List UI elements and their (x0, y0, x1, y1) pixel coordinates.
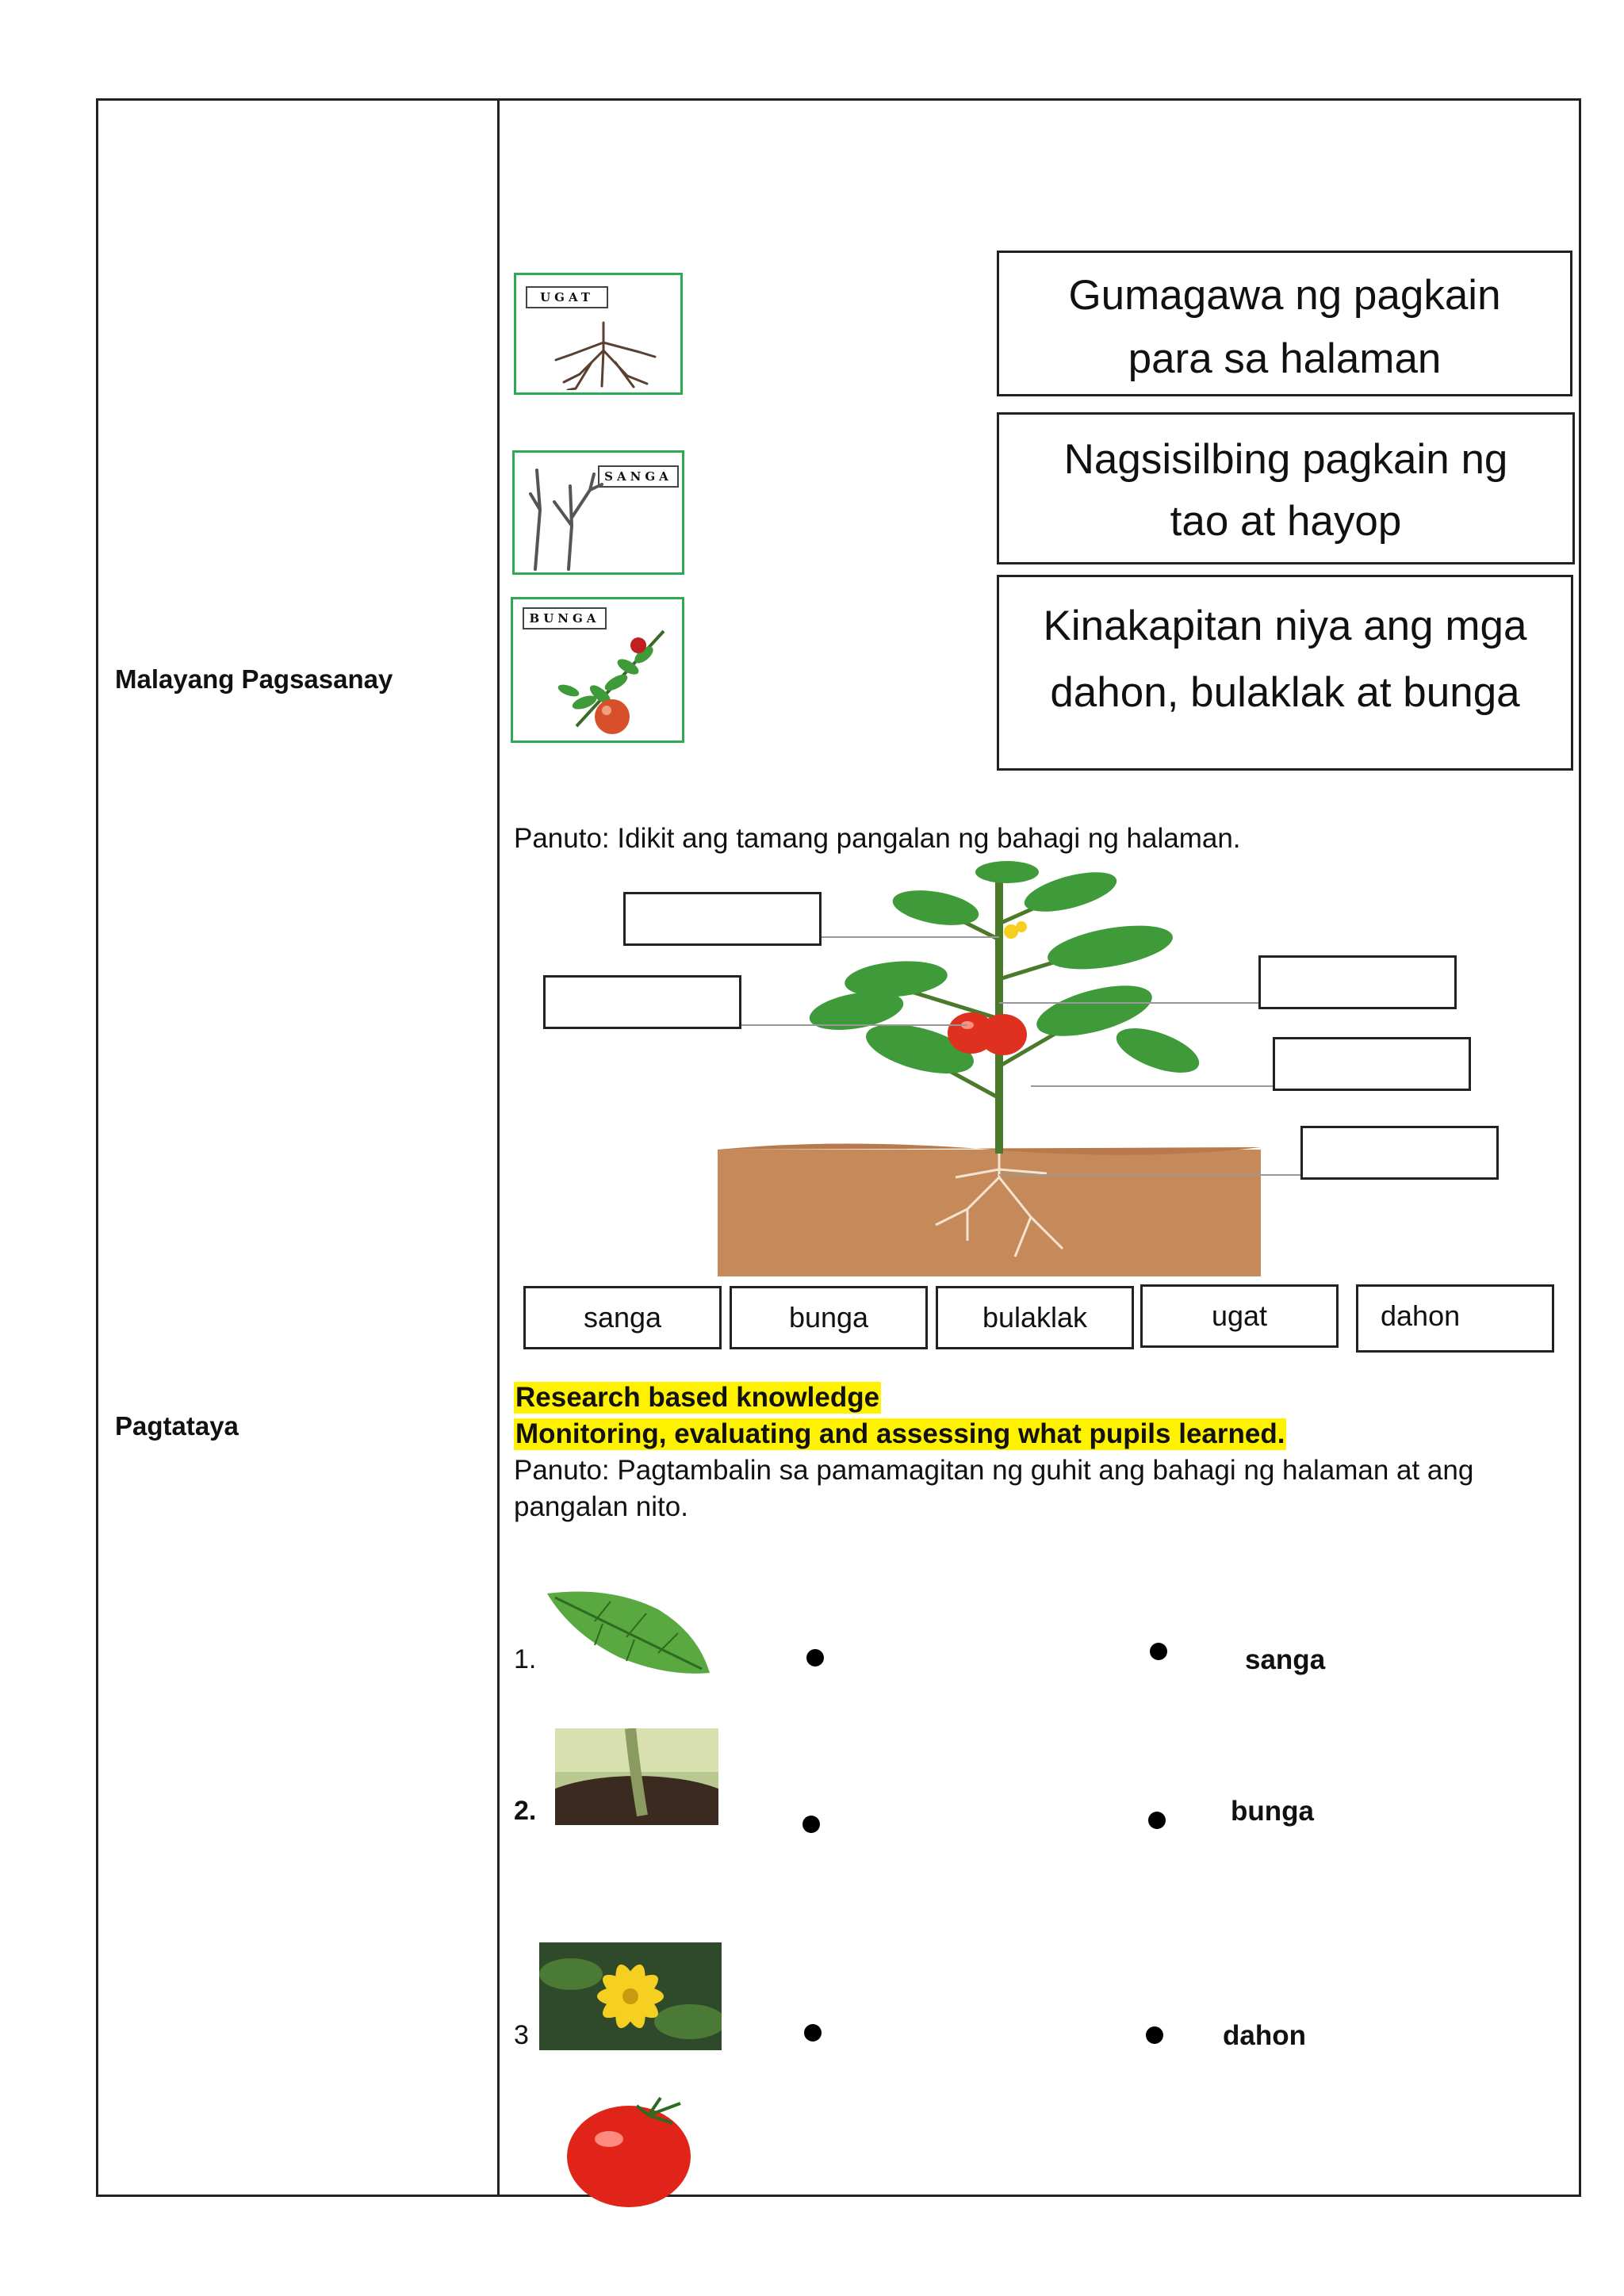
blank-label-box[interactable] (1258, 955, 1457, 1009)
match-dot-right[interactable] (1146, 2026, 1163, 2044)
match-dot-left[interactable] (804, 2024, 822, 2042)
soil-icon (718, 1150, 1261, 1276)
instruction-match-line2: pangalan nito. (514, 1491, 688, 1522)
item-number: 3 (514, 2020, 529, 2050)
word-bank-bulaklak[interactable]: bulaklak (936, 1286, 1134, 1349)
description-line: tao at hayop (1170, 498, 1402, 545)
card-tag: SANGA (598, 465, 679, 488)
tomato-icon (561, 2091, 704, 2210)
card-roots (514, 273, 683, 395)
blank-label-box[interactable] (1273, 1037, 1471, 1091)
match-dot-right[interactable] (1148, 1812, 1166, 1829)
item-number: 2. (514, 1796, 537, 1826)
row-label-assessment: Pagtataya (115, 1411, 239, 1441)
match-answer: dahon (1223, 2020, 1306, 2051)
match-dot-right[interactable] (1150, 1643, 1167, 1660)
row-label-practice: Malayang Pagsasanay (115, 664, 393, 694)
description-line: Kinakapitan niya ang mga (1043, 603, 1527, 649)
card-fruit (511, 597, 684, 743)
fruit-branch-icon (545, 623, 680, 742)
column-divider (497, 98, 500, 2197)
stem-icon (555, 1728, 718, 1825)
description-box[interactable] (997, 412, 1575, 564)
instruction-match: Panuto: Pagtambalin sa pamamagitan ng guhit ang bahagi ng halaman at ang (514, 1455, 1474, 1486)
branches-icon (523, 462, 610, 573)
blank-label-box[interactable] (543, 975, 741, 1029)
description-line: para sa halaman (1128, 335, 1442, 382)
blank-label-box[interactable] (1300, 1126, 1499, 1180)
description-line: Nagsisilbing pagkain ng (1063, 436, 1508, 483)
word-bank-bunga[interactable]: bunga (730, 1286, 928, 1349)
leaf-icon (539, 1578, 718, 1685)
flower-icon (539, 1942, 722, 2050)
item-number: 1. (514, 1644, 537, 1674)
match-answer: sanga (1245, 1644, 1326, 1675)
description-line: dahon, bulaklak at bunga (1050, 669, 1520, 716)
description-line: Gumagawa ng pagkain (1068, 272, 1501, 319)
description-box[interactable] (997, 575, 1573, 771)
roots-icon (548, 319, 659, 390)
word-bank-sanga[interactable]: sanga (523, 1286, 722, 1349)
card-branches (512, 450, 684, 575)
word-bank-ugat[interactable]: ugat (1140, 1284, 1339, 1348)
flower-icon (1004, 921, 1027, 939)
match-dot-left[interactable] (806, 1649, 824, 1667)
tomato-fruit-icon (948, 1012, 1027, 1055)
blank-label-box[interactable] (623, 892, 822, 946)
description-box[interactable] (997, 251, 1572, 396)
word-bank-dahon[interactable]: dahon (1356, 1284, 1554, 1353)
highlight-research: Research based knowledge (515, 1382, 880, 1413)
card-tag: UGAT (526, 286, 608, 308)
instruction-label-plant: Panuto: Idikit ang tamang pangalan ng bahagi ng halaman. (514, 823, 1241, 854)
match-answer: bunga (1231, 1796, 1314, 1827)
card-tag: BUNGA (523, 607, 607, 629)
highlight-monitoring: Monitoring, evaluating and assessing what pupils learned. (515, 1418, 1285, 1449)
match-dot-left[interactable] (802, 1816, 820, 1833)
